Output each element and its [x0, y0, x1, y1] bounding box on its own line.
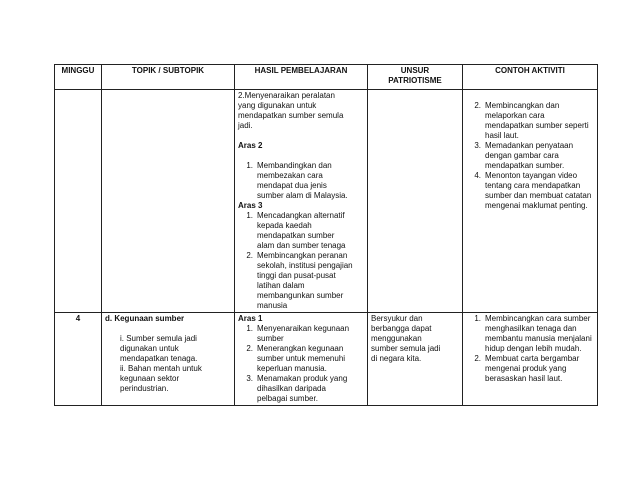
- topik-sub-i: i. Sumber semula jadi digunakan untuk mendapatkan tenaga.: [120, 334, 198, 363]
- list-item: 4. Menonton tayangan video tentang cara mendapatkan sumber dan membuat catatan mengenai maklumat penting.: [474, 171, 592, 210]
- list-item: 1. Membandingkan dan membezakan cara mendapat dua jenis sumber alam di Malaysia.: [246, 161, 348, 200]
- cell-minggu: [55, 90, 102, 313]
- list-item: 2. Membincangkan peranan sekolah, institusi pengajian tinggi dan pusat-pusat latihan dalam membangunkan sumber manusia: [246, 251, 353, 310]
- cell-contoh: [463, 90, 598, 313]
- list-item: 3. Menamakan produk yang dihasilkan daripada pelbagai sumber.: [246, 374, 348, 403]
- header-unsur: [368, 65, 463, 90]
- cell-topik: [102, 313, 235, 406]
- cell-minggu: 4: [55, 313, 102, 406]
- header-unsur-line1: UNSUR: [400, 66, 430, 75]
- header-topik: TOPIK / SUBTOPIK: [102, 65, 235, 90]
- list-item: 2. Membincangkan dan melaporkan cara mendapatkan sumber seperti hasil laut.: [474, 101, 589, 140]
- list-item: 2. Membuat carta bergambar mengenai produk yang berasaskan hasil laut.: [474, 354, 580, 383]
- aras1-title: Aras 1: [238, 314, 263, 323]
- aras2-title: Aras 2: [238, 141, 263, 150]
- cell-unsur: [368, 90, 463, 313]
- header-row: [55, 65, 598, 90]
- list-item: 3. Memadankan penyataan dengan gambar cara mendapatkan sumber.: [474, 141, 574, 170]
- header-minggu: MINGGU: [55, 65, 102, 90]
- table-row: [55, 90, 598, 313]
- list-item: 1. Menyenaraikan kegunaan sumber: [246, 324, 350, 343]
- header-unsur-line2: PATRIOTISME: [388, 76, 442, 85]
- cell-hasil: [235, 90, 368, 313]
- topik-sub-ii: ii. Bahan mentah untuk kegunaan sektor perindustrian.: [120, 364, 202, 393]
- cell-contoh: [463, 313, 598, 406]
- list-item: 1. Mencadangkan alternatif kepada kaedah mendapatkan sumber alam dan sumber tenaga: [246, 211, 346, 250]
- cell-topik: [102, 90, 235, 313]
- header-contoh: CONTOH AKTIVITI: [463, 65, 598, 90]
- list-item: 1. Membincangkan cara sumber menghasilkan tenaga dan membantu manusia menjalani hidup dengan lebih mudah.: [474, 314, 592, 353]
- cell-hasil: [235, 313, 368, 406]
- lesson-plan-table: [54, 64, 598, 406]
- aras3-title: Aras 3: [238, 201, 263, 210]
- cell-unsur: Bersyukur dan berbangga dapat menggunakan sumber semula jadi di negara kita.: [368, 313, 463, 406]
- table-row: [55, 313, 598, 406]
- topik-title: d. Kegunaan sumber: [105, 314, 185, 323]
- header-hasil: HASIL PEMBELAJARAN: [235, 65, 368, 90]
- hasil-intro: 2.Menyenaraikan peralatan yang digunakan untuk mendapatkan sumber semula jadi.: [238, 91, 344, 130]
- list-item: 2. Menerangkan kegunaan sumber untuk memenuhi keperluan manusia.: [246, 344, 346, 373]
